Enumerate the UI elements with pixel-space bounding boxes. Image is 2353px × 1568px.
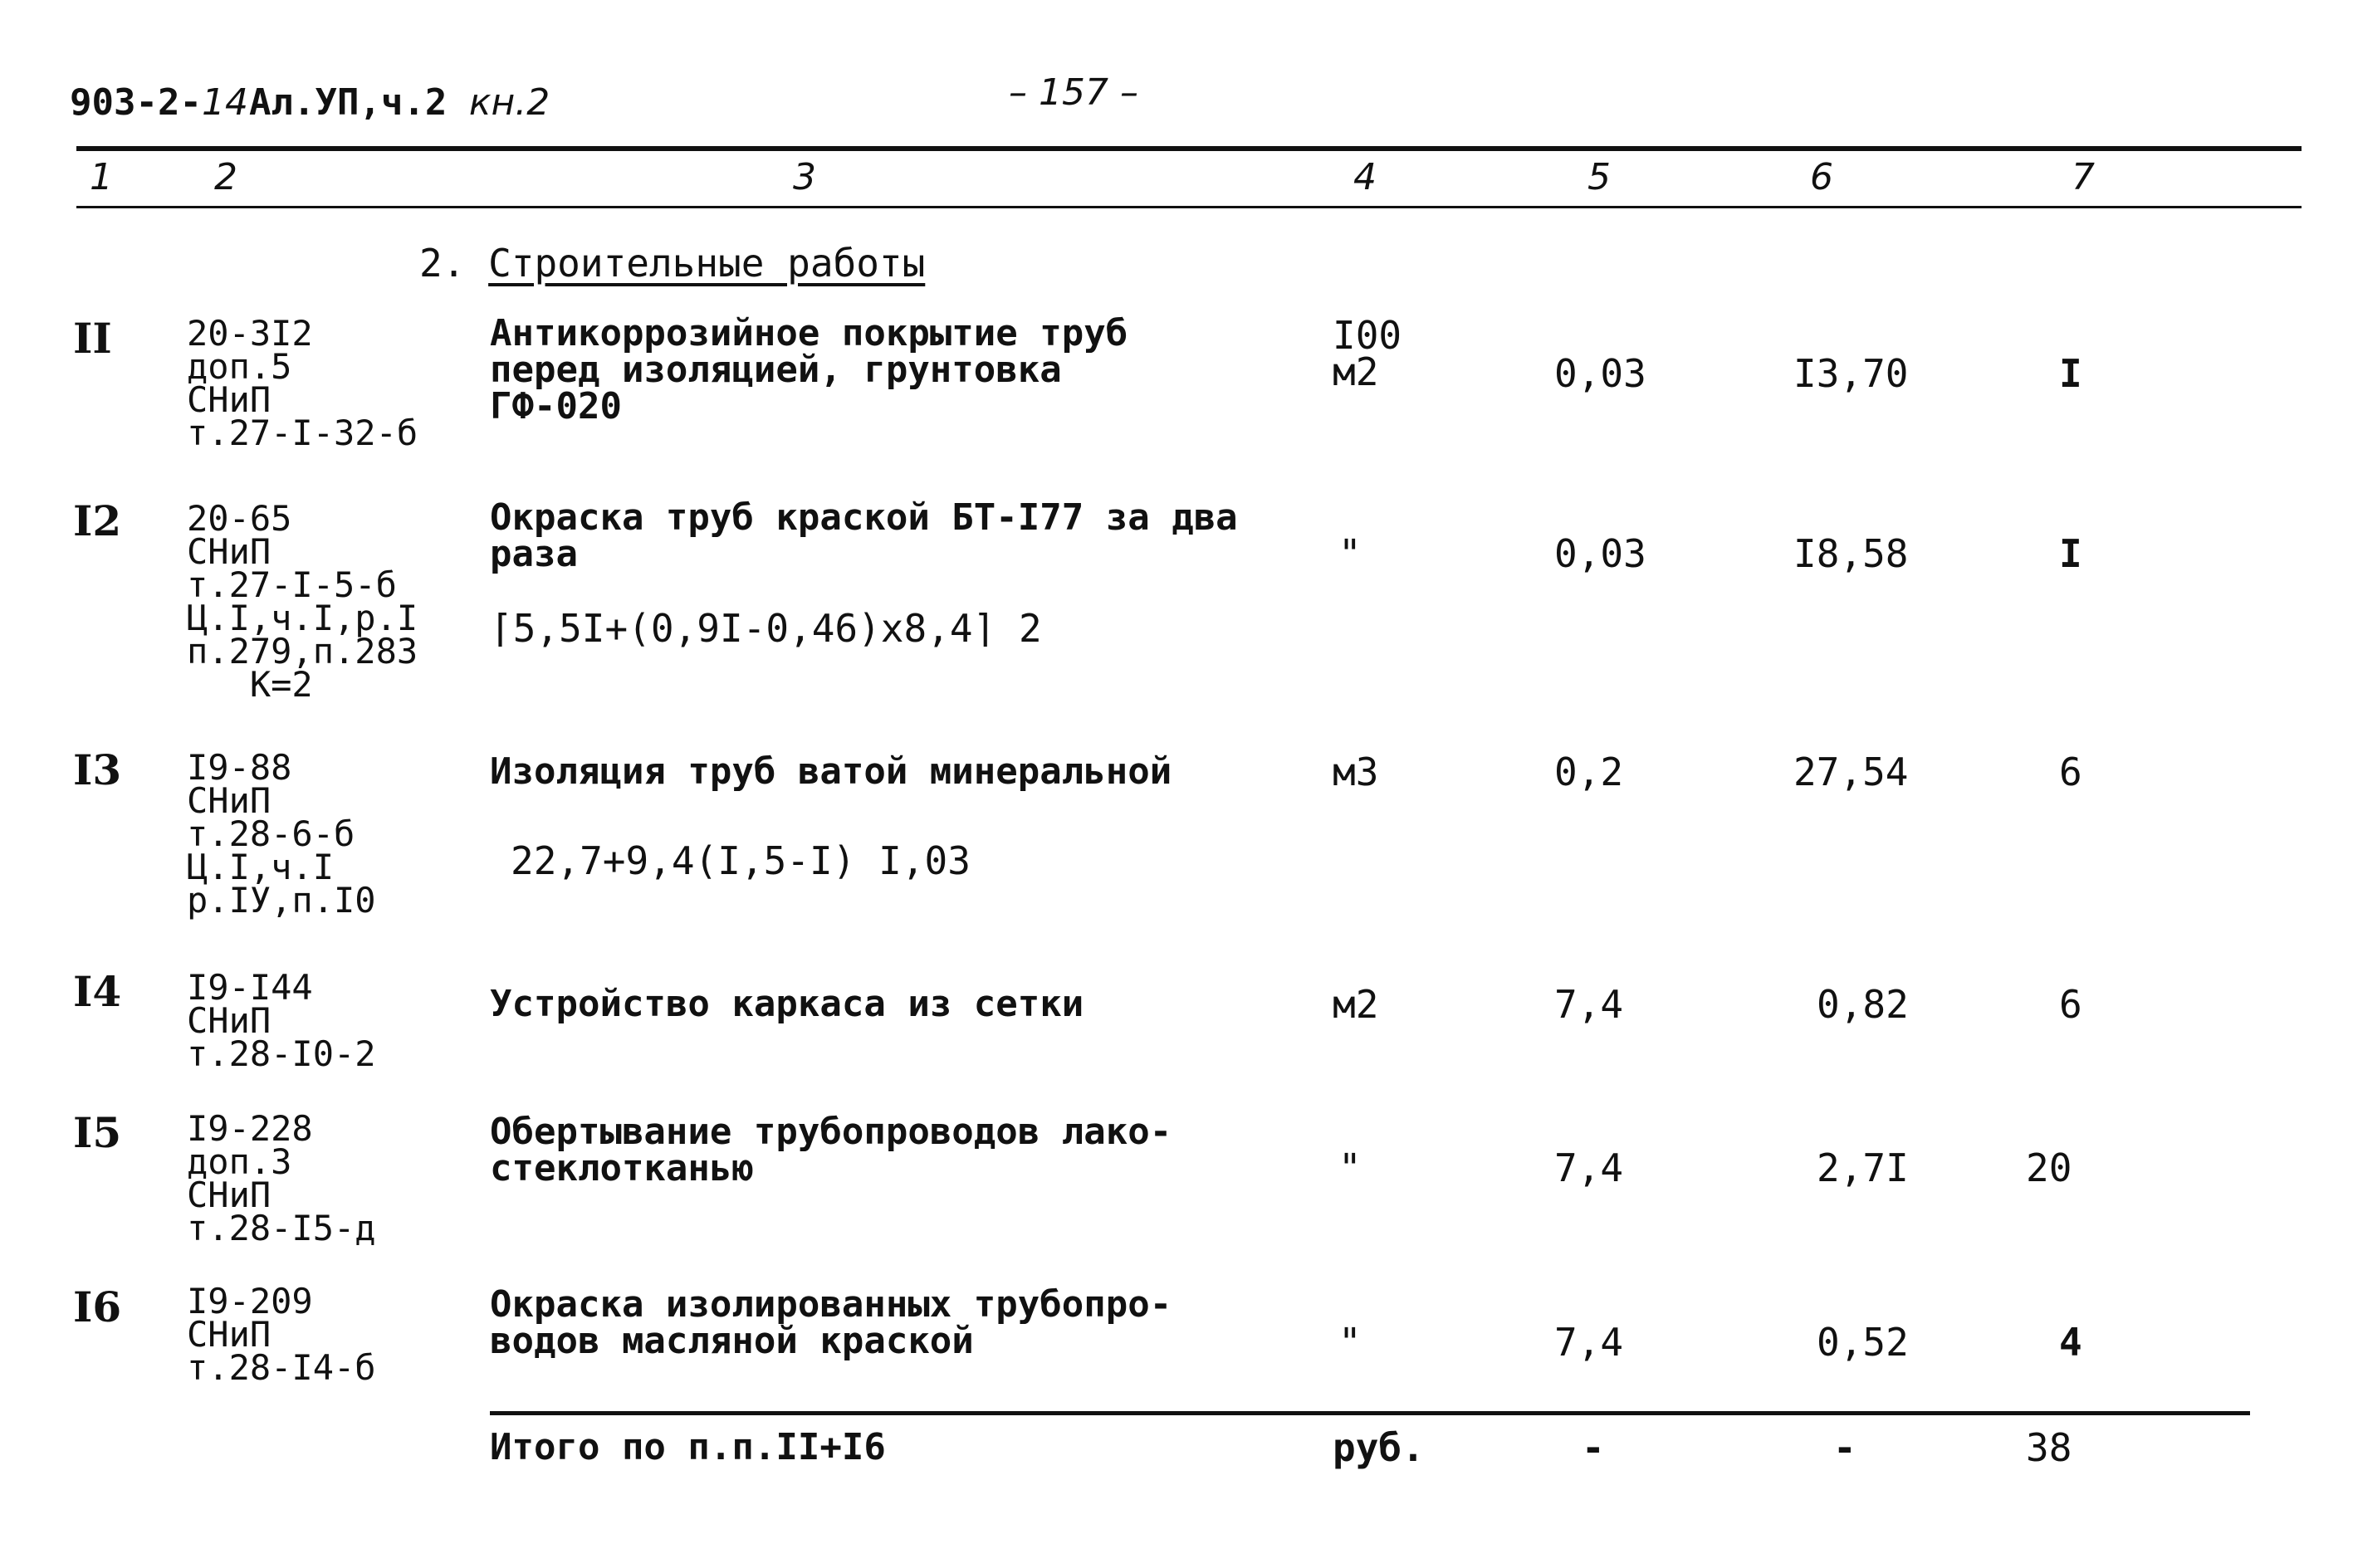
quantity: 7,4: [1554, 1320, 1624, 1365]
summary-rule: [490, 1411, 2250, 1415]
total-cost: 6: [2059, 750, 2082, 794]
row-number: II: [73, 314, 112, 363]
row-number: I4: [73, 967, 122, 1016]
column-number-7: 7: [2072, 156, 2095, 198]
column-number-6: 6: [1810, 156, 1833, 198]
norm-reference: I9-I44 СНиП т.28-I0-2: [187, 967, 376, 1074]
column-header-rule: [76, 206, 2302, 208]
row-number: I2: [73, 496, 122, 545]
row-number: I6: [73, 1282, 122, 1331]
quantity: 7,4: [1554, 1145, 1624, 1190]
doc-code-suffix: 14: [201, 81, 248, 124]
unit: ": [1338, 1145, 1362, 1190]
doc-code: [70, 81, 248, 124]
norm-reference: I9-228 доп.3 СНиП т.28-I5-д: [187, 1108, 376, 1248]
total-cost: 20: [2026, 1145, 2072, 1190]
total-cost: 4: [2059, 1320, 2082, 1365]
total-cost: I: [2059, 531, 2082, 576]
page-number: – 157 –: [1009, 71, 1138, 114]
summary-unit: руб.: [1333, 1425, 1425, 1470]
quantity: 0,03: [1554, 531, 1646, 576]
summary-price: -: [1833, 1425, 1856, 1470]
unit-price: 0,82: [1817, 982, 1909, 1027]
unit-price: I8,58: [1793, 531, 1909, 576]
column-number-4: 4: [1353, 156, 1377, 198]
norm-reference: I9-209 СНиП т.28-I4-б: [187, 1281, 376, 1388]
work-description: Окраска изолированных трубопро- водов масляной краской: [490, 1283, 1172, 1362]
summary-label: Итого по п.п.II+I6: [490, 1426, 886, 1468]
unit: ": [1338, 1320, 1362, 1365]
work-description: Обертывание трубопроводов лако- стеклотканью: [490, 1111, 1172, 1189]
row-number: I3: [73, 745, 122, 794]
album-reference: [249, 81, 550, 124]
column-number-3: 3: [793, 156, 816, 198]
column-number-2: 2: [214, 156, 237, 198]
book-label: кн.2: [468, 81, 550, 124]
summary-total: 38: [2026, 1425, 2072, 1470]
unit-price: I3,70: [1793, 351, 1909, 396]
column-number-5: 5: [1587, 156, 1611, 198]
summary-quantity: -: [1582, 1425, 1605, 1470]
unit-price: 0,52: [1817, 1320, 1909, 1365]
quantity: 0,03: [1554, 351, 1646, 396]
total-cost: 6: [2059, 982, 2082, 1027]
work-description: Окраска труб краской БТ-I77 за два раза: [490, 496, 1238, 575]
unit: м3: [1333, 750, 1379, 794]
quantity-calculation: ⌈5,5I+(0,9I-0,46)х8,4⌉ 2: [490, 606, 1042, 651]
unit: I00 м2: [1333, 313, 1402, 394]
norm-reference: 20-3I2 доп.5 СНиП т.27-I-32-б: [187, 313, 418, 453]
unit: ": [1338, 531, 1362, 576]
norm-reference: 20-65 СНиП т.27-I-5-б Ц.I,ч.I,р.I п.279,п.283 К=2: [187, 498, 418, 705]
quantity: 0,2: [1554, 750, 1624, 794]
top-rule: [76, 146, 2302, 151]
norm-reference: I9-88 СНиП т.28-6-б Ц.I,ч.I р.IУ,п.I0: [187, 747, 376, 921]
unit-price: 27,54: [1793, 750, 1909, 794]
unit: м2: [1333, 982, 1379, 1027]
quantity-calculation: 22,7+9,4(I,5-I) I,03: [511, 838, 971, 883]
unit-price: 2,7I: [1817, 1145, 1909, 1190]
work-description: Устройство каркаса из сетки: [490, 983, 1084, 1025]
doc-code-prefix: 903-2-: [70, 81, 202, 124]
work-description: Изоляция труб ватой минеральной: [490, 750, 1172, 793]
quantity: 7,4: [1554, 982, 1624, 1027]
row-number: I5: [73, 1108, 122, 1157]
total-cost: I: [2059, 351, 2082, 396]
album-label: Ал.УП,ч.2: [249, 81, 448, 124]
section-number: 2.: [419, 241, 466, 286]
section-title: Строительные работы: [488, 241, 926, 286]
section-heading: [419, 241, 925, 286]
column-number-1: 1: [90, 156, 113, 198]
work-description: Антикоррозийное покрытие труб перед изоляцией, грунтовка ГФ-020: [490, 312, 1128, 427]
